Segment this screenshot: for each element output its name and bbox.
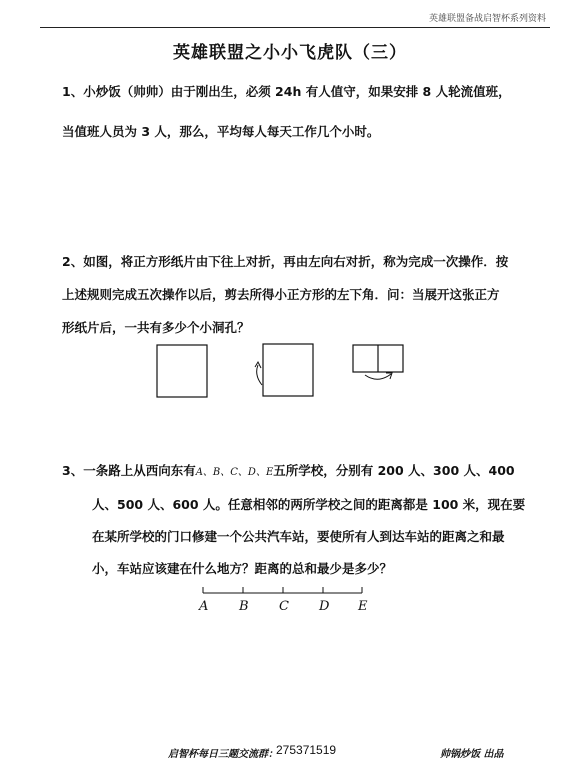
label-c: C [279, 599, 289, 614]
page-header [40, 8, 550, 28]
question-1-line-2: 当值班人员为 3 人，那么，平均每人每天工作几个小时。 [62, 124, 380, 139]
question-1 [62, 72, 532, 152]
label-e: E [358, 599, 368, 614]
question-2 [62, 245, 532, 344]
question-3-line-2: 人、500 人、600 人。任意相邻的两所学校之间的距离都是 100 米，现在要 [92, 497, 526, 512]
page-title: 英雄联盟之小小飞虎队（三） [173, 43, 407, 63]
label-d: D [319, 599, 330, 614]
footer-group-number: 275371519 [276, 743, 337, 757]
question-1-line-1: 1、小炒饭（帅帅）由于刚出生，必须 24h 有人值守，如果安排 8 人轮流值班， [62, 84, 511, 99]
question-3-line-1 [62, 455, 532, 489]
school-letters: A、B、C、D、E [195, 467, 274, 478]
question-2-line-1: 2、如图，将正方形纸片由下往上对折，再由左向右对折，称为完成一次操作．按 [62, 254, 509, 269]
square-folded-up [255, 344, 313, 396]
question-2-line-2: 上述规则完成五次操作以后，剪去所得小正方形的左下角．问：当展开这张正方 [62, 287, 500, 302]
question-2-line-3: 形纸片后，一共有多少个小洞孔？ [62, 320, 250, 335]
header-text: 英雄联盟备战启智杯系列资料 [428, 14, 546, 24]
label-a: A [199, 599, 209, 614]
square-unfolded [157, 345, 207, 397]
question-3-line-1-start: 3、一条路上从西向东有 [62, 463, 196, 478]
page-footer [0, 743, 580, 761]
label-b: B [239, 599, 249, 614]
question-3-line-1-end: 五所学校，分别有 200 人、300 人、400 [273, 463, 515, 478]
rectangle-folded-left-right [353, 345, 403, 379]
question-3-line-4: 小，车站应该建在什么地方？距离的总和最少是多少？ [92, 561, 393, 576]
question-3 [62, 455, 532, 585]
footer-credit: 帅锅炒饭 出品 [440, 749, 504, 760]
question-3-line-3: 在某所学校的门口修建一个公共汽车站，要使所有人到达车站的距离之和最 [92, 529, 505, 544]
footer-group-label: 启智杯每日三题交流群： [168, 749, 278, 760]
